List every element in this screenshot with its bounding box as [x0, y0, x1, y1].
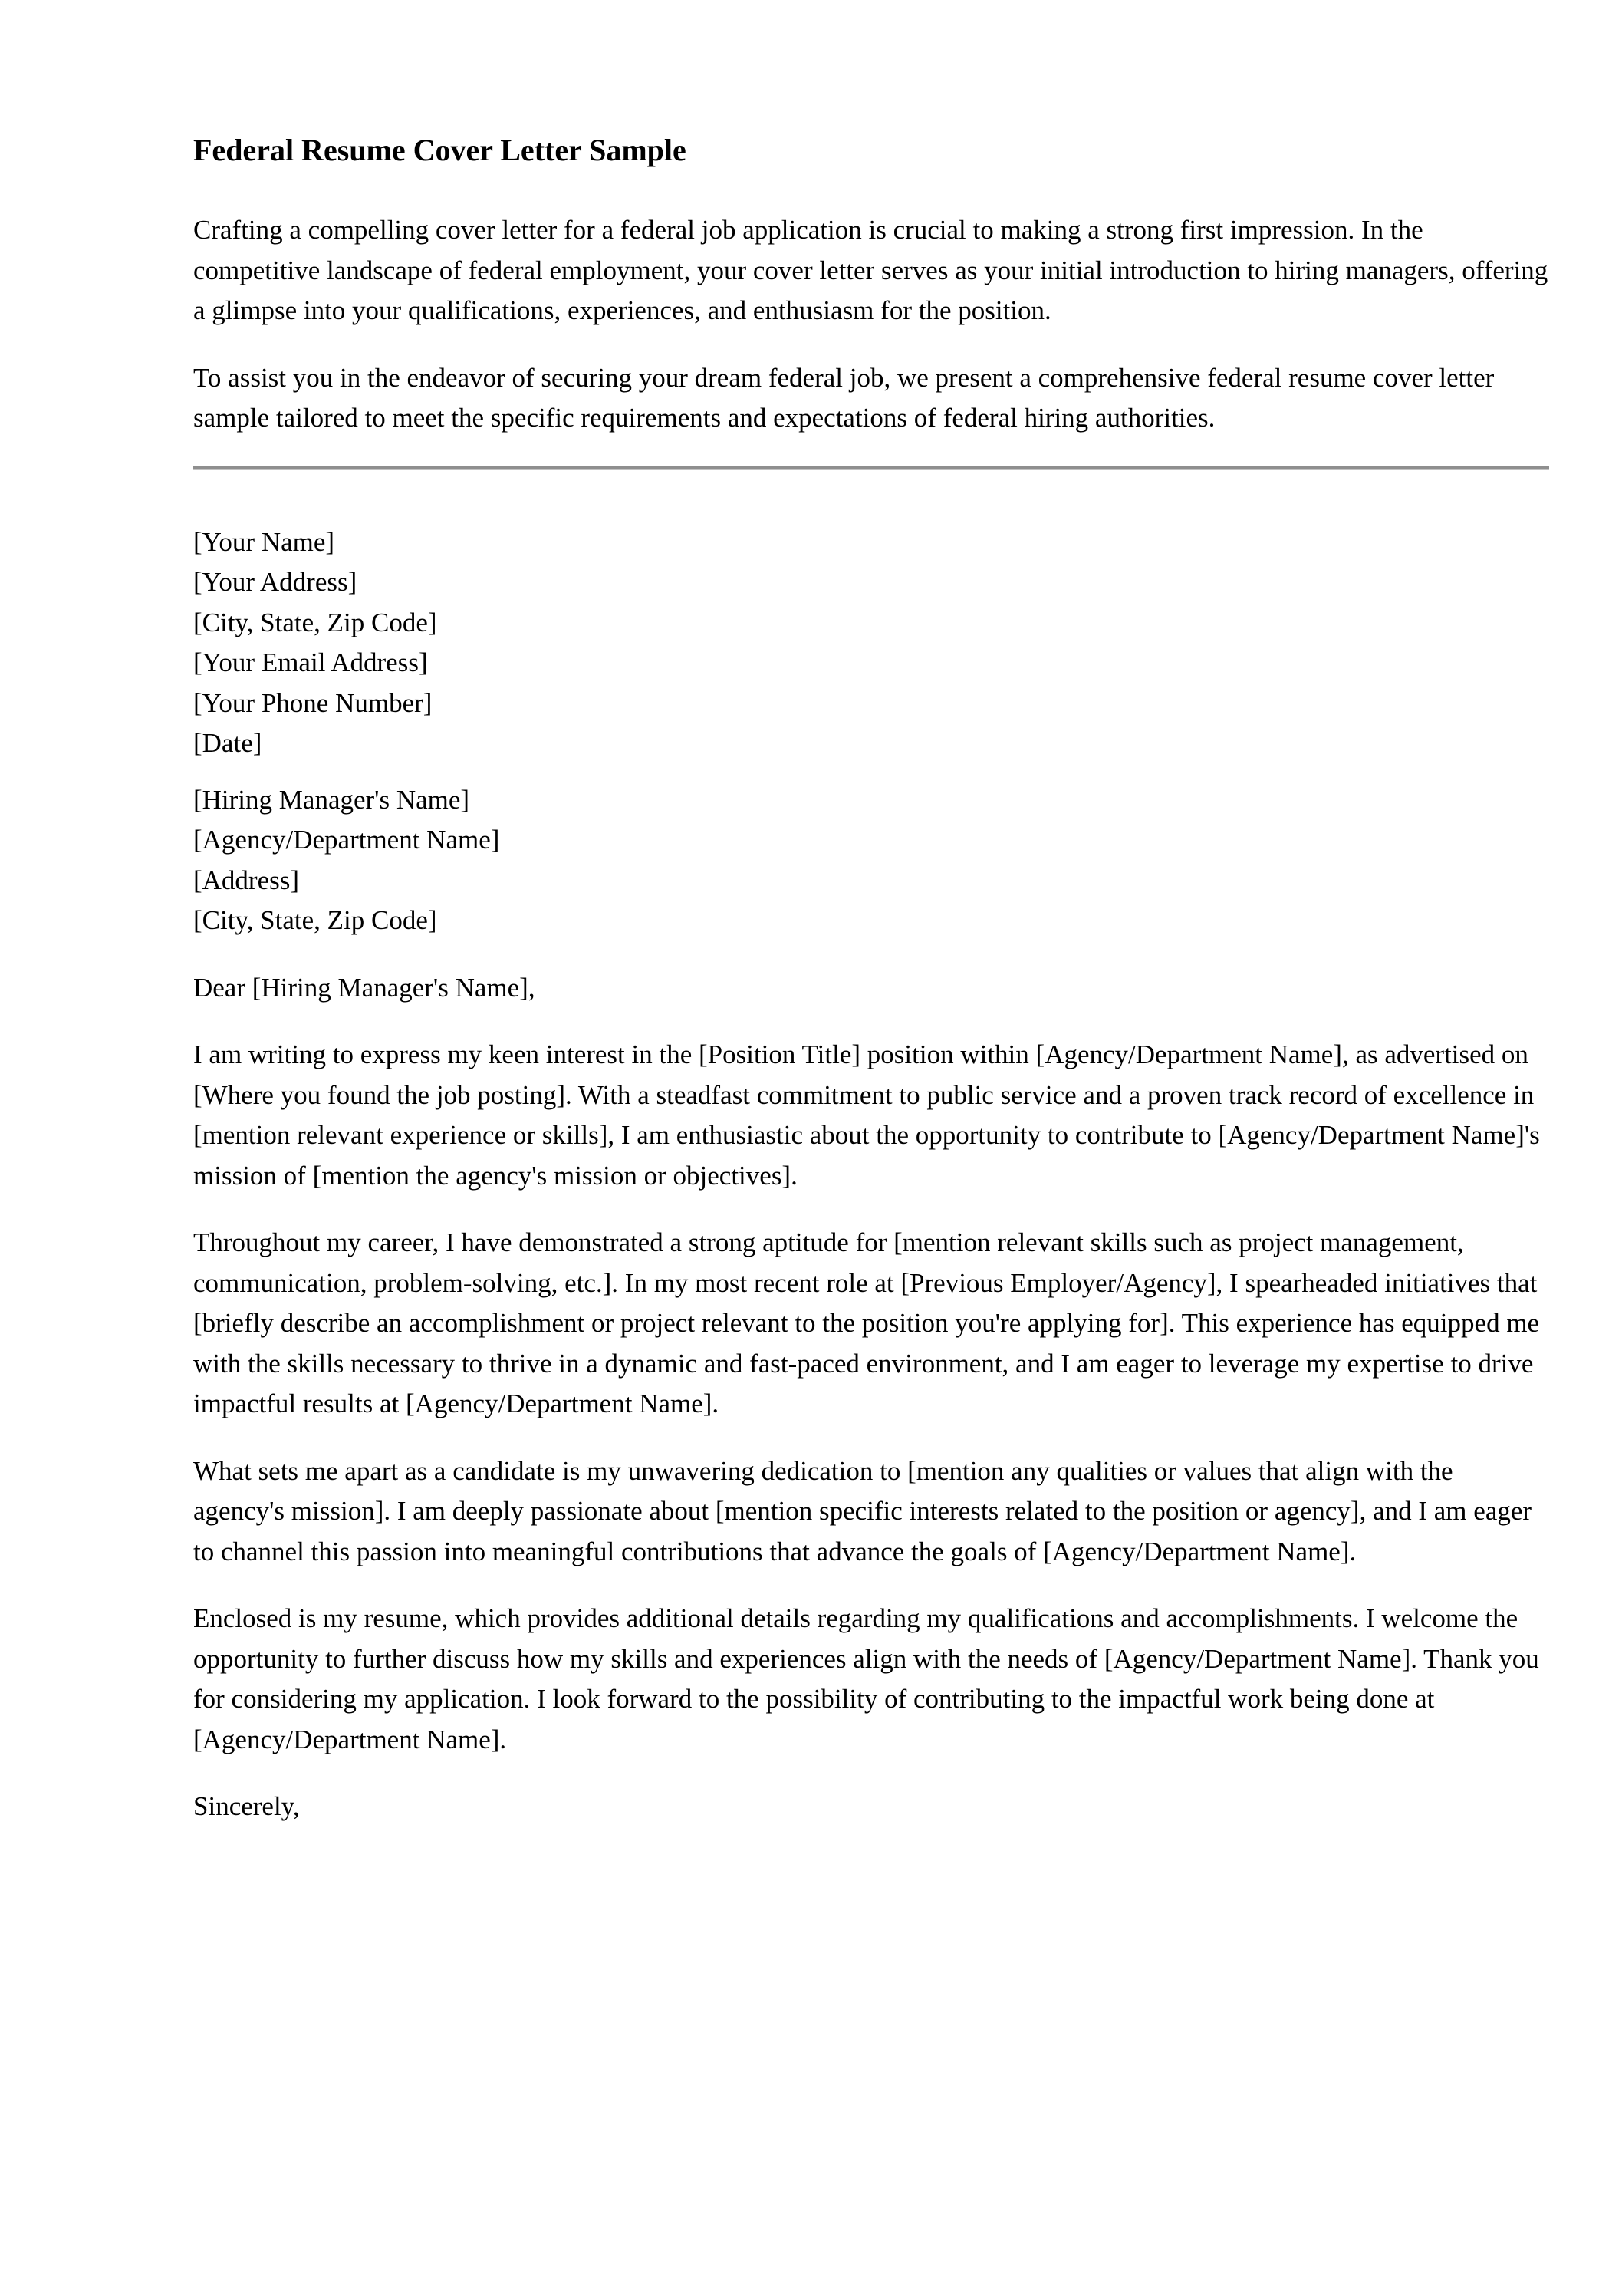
sender-phone-line: [Your Phone Number]	[193, 687, 433, 718]
recipient-city-state-zip-line: [City, State, Zip Code]	[193, 905, 437, 935]
sender-name-line: [Your Name]	[193, 526, 335, 557]
recipient-address-block	[193, 780, 1549, 941]
sender-address-block	[193, 522, 1549, 764]
recipient-name-line: [Hiring Manager's Name]	[193, 784, 470, 815]
sender-date-line: [Date]	[193, 728, 262, 758]
recipient-agency-line: [Agency/Department Name]	[193, 825, 500, 855]
sender-email-line: [Your Email Address]	[193, 647, 428, 677]
body-paragraph-3: What sets me apart as a candidate is my unwavering dedication to [mention any qualities or values that align with the agency's mission]. I am deeply passionate about [mention specific interests related to the position or agency], and I am eager to channel this passion into meaningful contributions that advance the goals of [Agency/Department Name].	[193, 1455, 1532, 1566]
section-divider	[193, 466, 1549, 470]
sender-address-line: [Your Address]	[193, 567, 357, 597]
closing-line: Sincerely,	[193, 1791, 300, 1821]
recipient-address-line: [Address]	[193, 865, 300, 895]
body-paragraph-4: Enclosed is my resume, which provides additional details regarding my qualifications and accomplishments. I welcome the opportunity to further discuss how my skills and experiences align with the needs of [Agency/Department Name]. Thank you for considering my application. I look forward to the possibility of contributing to the impactful work being done at [Agency/Department Name].	[193, 1603, 1539, 1754]
body-paragraph-1: I am writing to express my keen interest in the [Position Title] position within [Agency/Department Name], as advertised on [Where you found the job posting]. With a steadfast commitment to public service and a proven track record of excellence in [mention relevant experience or skills], I am enthusiastic about the opportunity to contribute to [Agency/Department Name]'s mission of [mention the agency's mission or objectives].	[193, 1039, 1540, 1191]
intro-paragraph-2: To assist you in the endeavor of securing your dream federal job, we present a comprehensive federal resume cover letter sample tailored to meet the specific requirements and expectations of federal hiring authorities.	[193, 362, 1495, 433]
body-paragraph-2: Throughout my career, I have demonstrated a strong aptitude for [mention relevant skills such as project management, communication, problem-solving, etc.]. In my most recent role at [Previous Employer/Agency], I spearheaded initiatives that [briefly describe an accomplishment or project relevant to the position you're applying for]. This experience has equipped me with the skills necessary to thrive in a dynamic and fast-paced environment, and I am eager to leverage my expertise to drive impactful results at [Agency/Department Name].	[193, 1227, 1540, 1418]
salutation: Dear [Hiring Manager's Name],	[193, 972, 535, 1003]
sender-city-state-zip-line: [City, State, Zip Code]	[193, 607, 437, 637]
intro-paragraph-1: Crafting a compelling cover letter for a federal job application is crucial to making a strong first impression. In the competitive landscape of federal employment, your cover letter serves as your initial introduction to hiring managers, offering a glimpse into your qualifications, experiences, and enthusiasm for the position.	[193, 215, 1548, 325]
page-title: Federal Resume Cover Letter Sample	[193, 133, 686, 167]
